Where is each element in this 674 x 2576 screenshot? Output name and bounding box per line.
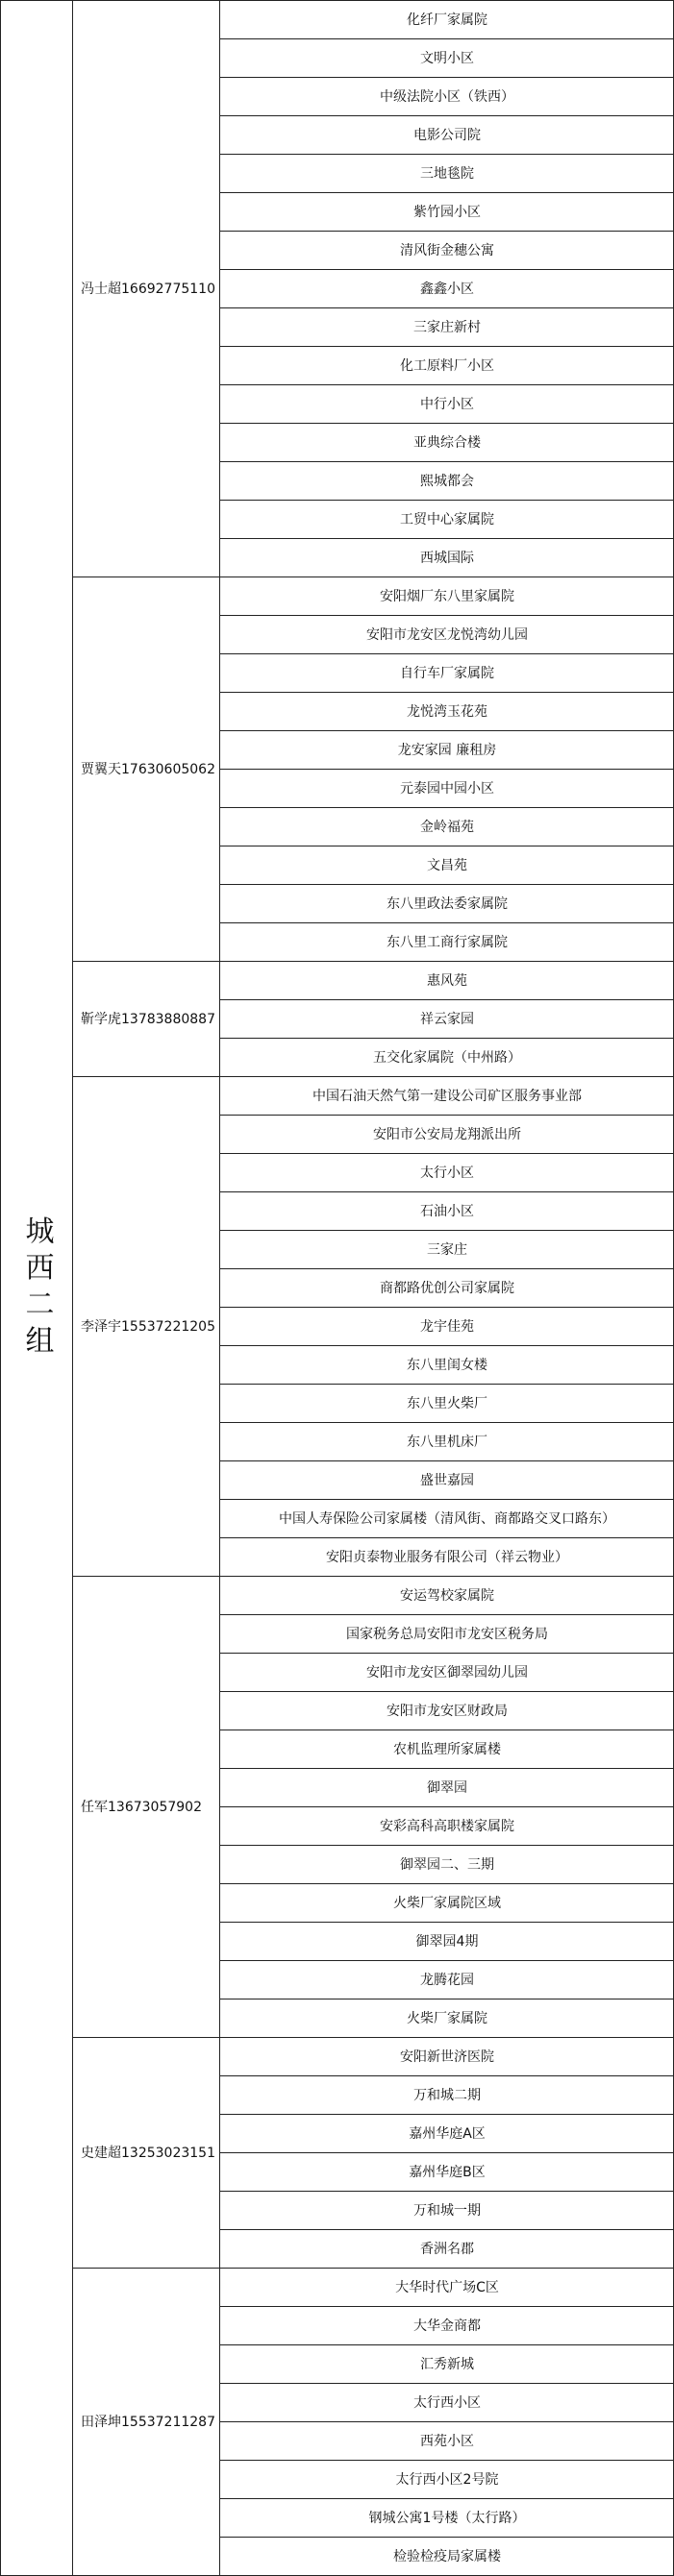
- row-border: [219, 384, 674, 385]
- row-border: [219, 1960, 674, 1961]
- place-cell: 化纤厂家属院: [407, 12, 487, 28]
- place-cell: 安阳烟厂东八里家属院: [380, 589, 514, 604]
- row-border: [219, 2075, 674, 2076]
- place-cell: 中国人寿保险公司家属楼（清风街、商都路交叉口路东）: [279, 1511, 615, 1527]
- place-cell: 检验检疫局家属楼: [393, 2549, 501, 2564]
- row-border: [219, 77, 674, 78]
- place-cell: 东八里机床厂: [407, 1435, 487, 1450]
- place-cell: 安阳市龙安区龙悦湾幼儿园: [366, 627, 528, 643]
- row-border: [219, 269, 674, 270]
- person-cell: 冯士超16692775110: [81, 282, 215, 297]
- place-cell: 安阳新世济医院: [400, 2049, 494, 2065]
- row-border: [219, 2383, 674, 2384]
- row-border: [219, 1115, 674, 1116]
- place-cell: 中级法院小区（铁西）: [380, 89, 514, 105]
- row-border: [219, 1499, 674, 1500]
- row-border: [219, 1422, 674, 1423]
- place-cell: 熙城都会: [420, 474, 474, 489]
- row-border: [219, 1845, 674, 1846]
- row-border: [219, 615, 674, 616]
- place-cell: 钢城公寓1号楼（太行路）: [368, 2511, 526, 2526]
- row-border: [219, 2421, 674, 2422]
- row-border: [219, 2460, 674, 2461]
- place-cell: 嘉州华庭A区: [409, 2126, 486, 2142]
- place-cell: 西城国际: [420, 551, 474, 566]
- row-border: [219, 38, 674, 39]
- place-cell: 东八里闺女楼: [407, 1358, 487, 1373]
- row-border: [219, 1883, 674, 1884]
- row-border: [219, 922, 674, 923]
- place-cell: 御翠园二、三期: [400, 1857, 494, 1873]
- person-cell: 史建超13253023151: [81, 2146, 215, 2161]
- row-border: [219, 1691, 674, 1692]
- person-cell: 贾翼天17630605062: [81, 762, 215, 777]
- place-cell: 自行车厂家属院: [400, 666, 494, 681]
- place-cell: 国家税务总局安阳市龙安区税务局: [346, 1627, 548, 1642]
- row-border: [219, 2498, 674, 2499]
- place-cell: 东八里政法委家属院: [387, 896, 508, 912]
- row-border: [219, 423, 674, 424]
- place-cell: 化工原料厂小区: [400, 358, 494, 374]
- place-cell: 祥云家园: [420, 1012, 474, 1027]
- place-cell: 元泰园中园小区: [400, 781, 494, 797]
- row-border: [72, 1076, 674, 1077]
- place-cell: 嘉州华庭B区: [409, 2165, 486, 2180]
- place-cell: 太行小区: [420, 1165, 474, 1181]
- row-border: [219, 1922, 674, 1923]
- row-border: [219, 2152, 674, 2153]
- row-border: [219, 1230, 674, 1231]
- person-cell: 靳学虎13783880887: [81, 1012, 215, 1027]
- row-border: [219, 192, 674, 193]
- place-cell: 三家庄新村: [413, 320, 481, 335]
- row-border: [219, 1384, 674, 1385]
- place-cell: 御翠园4期: [415, 1934, 479, 1950]
- row-border: [219, 1038, 674, 1039]
- row-border: [219, 154, 674, 155]
- row-border: [219, 538, 674, 539]
- place-cell: 农机监理所家属楼: [393, 1742, 501, 1757]
- row-border: [219, 2114, 674, 2115]
- row-border: [219, 1460, 674, 1461]
- place-cell: 万和城一期: [413, 2203, 481, 2219]
- place-cell: 安阳市龙安区财政局: [387, 1704, 508, 1719]
- place-cell: 万和城二期: [413, 2088, 481, 2103]
- place-cell: 东八里工商行家属院: [387, 935, 508, 950]
- place-cell: 龙悦湾玉花苑: [407, 704, 487, 720]
- place-cell: 石油小区: [420, 1204, 474, 1219]
- place-cell: 安彩高科高职楼家属院: [380, 1819, 514, 1834]
- place-cell: 龙安家园 廉租房: [397, 743, 497, 758]
- row-border: [219, 346, 674, 347]
- column-border: [219, 0, 220, 2576]
- place-cell: 御翠园: [427, 1780, 467, 1796]
- place-cell: 中国石油天然气第一建设公司矿区服务事业部: [312, 1089, 582, 1104]
- row-border: [219, 1307, 674, 1308]
- place-cell: 火柴厂家属院区域: [393, 1896, 501, 1911]
- place-cell: 太行西小区: [413, 2395, 481, 2411]
- place-cell: 盛世嘉园: [420, 1473, 474, 1488]
- row-border: [219, 307, 674, 308]
- row-border: [219, 1191, 674, 1192]
- column-border: [72, 0, 73, 2576]
- row-border: [219, 1806, 674, 1807]
- row-border: [219, 999, 674, 1000]
- place-cell: 五交化家属院（中州路）: [373, 1050, 521, 1066]
- place-cell: 龙腾花园: [420, 1973, 474, 1988]
- row-border: [219, 1768, 674, 1769]
- place-cell: 电影公司院: [413, 128, 481, 143]
- place-cell: 金岭福苑: [420, 820, 474, 835]
- place-cell: 火柴厂家属院: [407, 2011, 487, 2026]
- row-border: [219, 500, 674, 501]
- place-cell: 三家庄: [427, 1242, 467, 1258]
- row-border: [0, 0, 674, 1]
- row-border: [219, 1268, 674, 1269]
- row-border: [219, 769, 674, 770]
- place-cell: 龙宇佳苑: [420, 1319, 474, 1335]
- place-cell: 东八里火柴厂: [407, 1396, 487, 1411]
- row-border: [219, 1537, 674, 1538]
- row-border: [72, 2037, 674, 2038]
- row-border: [219, 2191, 674, 2192]
- place-cell: 惠风苑: [427, 973, 467, 989]
- place-cell: 安阳贞泰物业服务有限公司（祥云物业）: [326, 1550, 568, 1565]
- place-cell: 亚典综合楼: [413, 435, 481, 451]
- row-border: [219, 2229, 674, 2230]
- person-cell: 田泽坤15537211287: [81, 2415, 215, 2430]
- row-border: [219, 884, 674, 885]
- place-cell: 三地毯院: [420, 166, 474, 182]
- row-border: [219, 231, 674, 232]
- row-border: [219, 1345, 674, 1346]
- group-name: 城西二组: [19, 1214, 54, 1362]
- row-border: [72, 2268, 674, 2269]
- place-cell: 大华时代广场C区: [395, 2280, 499, 2295]
- place-cell: 安运驾校家属院: [400, 1588, 494, 1604]
- place-cell: 西苑小区: [420, 2434, 474, 2449]
- row-border: [219, 1153, 674, 1154]
- place-cell: 紫竹园小区: [413, 205, 481, 220]
- place-cell: 香洲名郡: [420, 2242, 474, 2257]
- place-cell: 商都路优创公司家属院: [380, 1281, 514, 1296]
- place-cell: 中行小区: [420, 397, 474, 412]
- place-cell: 汇秀新城: [420, 2357, 474, 2372]
- place-cell: 文明小区: [420, 51, 474, 66]
- row-border: [219, 2306, 674, 2307]
- place-cell: 清风街金穗公寓: [400, 243, 494, 258]
- place-cell: 工贸中心家属院: [400, 512, 494, 527]
- place-cell: 大华金商都: [413, 2318, 481, 2334]
- row-border: [72, 1576, 674, 1577]
- place-cell: 安阳市龙安区御翠园幼儿园: [366, 1665, 528, 1681]
- place-cell: 安阳市公安局龙翔派出所: [373, 1127, 521, 1142]
- row-border: [219, 2344, 674, 2345]
- place-cell: 文昌苑: [427, 858, 467, 873]
- row-border: [219, 1614, 674, 1615]
- person-cell: 李泽宇15537221205: [81, 1319, 215, 1335]
- row-border: [219, 653, 674, 654]
- place-cell: 太行西小区2号院: [395, 2472, 499, 2488]
- row-border: [219, 461, 674, 462]
- row-border: [219, 115, 674, 116]
- row-border: [72, 961, 674, 962]
- column-border: [0, 0, 1, 2576]
- row-border: [219, 730, 674, 731]
- row-border: [219, 1653, 674, 1654]
- place-cell: 鑫鑫小区: [420, 282, 474, 297]
- row-border: [219, 807, 674, 808]
- group-name-cell: [0, 0, 72, 2576]
- person-cell: 任军13673057902: [81, 1800, 202, 1815]
- row-border: [219, 2537, 674, 2538]
- row-border: [219, 692, 674, 693]
